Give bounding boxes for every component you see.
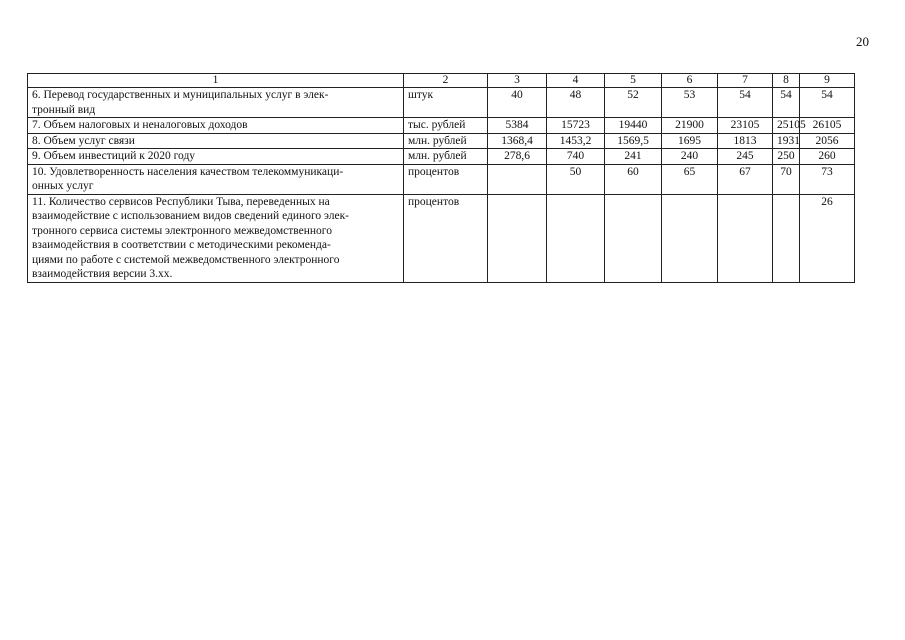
value-cell: 278,6 [488,149,547,165]
indicator-name: 7. Объем налоговых и неналоговых доходов [28,118,404,134]
value-cell: 70 [773,164,800,194]
indicator-name: 9. Объем инвестиций к 2020 году [28,149,404,165]
unit-cell: млн. рублей [404,133,488,149]
value-cell: 48 [547,88,605,118]
value-cell: 241 [605,149,662,165]
value-cell: 5384 [488,118,547,134]
indicator-name: 11. Количество сервисов Республики Тыва, переведенных на взаимодействие с использованием видов сведений единого элек- тронного сервиса системы электронного межведомственного взаимодействия в соответствии с методическими рекоменда- циями по работе с системой межведомственного электронного взаимодействия версии 3.хх. [28,194,404,282]
value-cell: 1695 [662,133,718,149]
value-cell: 54 [718,88,773,118]
value-cell: 65 [662,164,718,194]
value-cell: 1813 [718,133,773,149]
value-cell: 250 [773,149,800,165]
value-cell: 50 [547,164,605,194]
value-cell: 1931 [773,133,800,149]
value-cell: 60 [605,164,662,194]
value-cell: 740 [547,149,605,165]
table-row [28,133,855,149]
value-cell [605,194,662,282]
value-cell: 260 [800,149,855,165]
header-cell: 2 [404,74,488,88]
value-cell: 52 [605,88,662,118]
value-cell [662,194,718,282]
value-cell: 73 [800,164,855,194]
value-cell: 40 [488,88,547,118]
header-cell: 8 [773,74,800,88]
indicator-name: 6. Перевод государственных и муниципальных услуг в элек- тронный вид [28,88,404,118]
unit-cell: штук [404,88,488,118]
indicator-name: 8. Объем услуг связи [28,133,404,149]
value-cell: 1569,5 [605,133,662,149]
value-cell: 19440 [605,118,662,134]
value-cell: 53 [662,88,718,118]
value-cell: 67 [718,164,773,194]
value-cell [488,194,547,282]
header-cell: 1 [28,74,404,88]
value-cell: 15723 [547,118,605,134]
header-cell: 3 [488,74,547,88]
table-row [28,194,855,282]
value-cell [773,194,800,282]
value-cell [718,194,773,282]
header-cell: 5 [605,74,662,88]
value-cell: 240 [662,149,718,165]
table-row [28,118,855,134]
unit-cell: млн. рублей [404,149,488,165]
header-cell: 6 [662,74,718,88]
table-row [28,88,855,118]
header-cell: 7 [718,74,773,88]
unit-cell: тыс. рублей [404,118,488,134]
value-cell: 2056 [800,133,855,149]
header-cell: 9 [800,74,855,88]
unit-cell: процентов [404,194,488,282]
value-cell: 26 [800,194,855,282]
value-cell [547,194,605,282]
indicator-name: 10. Удовлетворенность населения качеством телекоммуникаци- онных услуг [28,164,404,194]
value-cell: 54 [800,88,855,118]
value-cell [488,164,547,194]
value-cell: 23105 [718,118,773,134]
value-cell: 1368,4 [488,133,547,149]
indicators-table [27,73,855,283]
value-cell: 21900 [662,118,718,134]
value-cell: 26105 [800,118,855,134]
table-row [28,149,855,165]
unit-cell: процентов [404,164,488,194]
page-number: 20 [856,34,869,49]
value-cell: 245 [718,149,773,165]
value-cell: 54 [773,88,800,118]
table-row [28,164,855,194]
value-cell: 1453,2 [547,133,605,149]
header-cell: 4 [547,74,605,88]
header-row [28,74,855,88]
value-cell: 25105 [773,118,800,134]
